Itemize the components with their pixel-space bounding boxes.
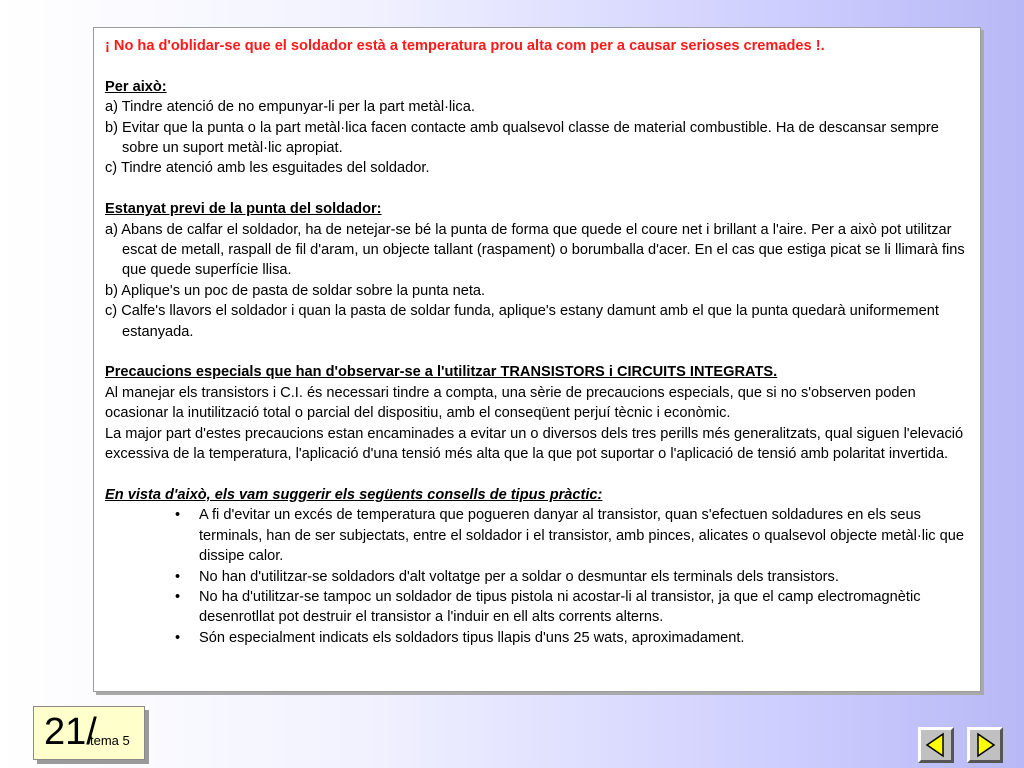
content-panel — [93, 27, 981, 692]
precaucions-heading: Precaucions especials que han d'observar-se a l'utilitzar TRANSISTORS i CIRCUITS INTEGRATS. — [105, 364, 778, 381]
slide-number-box — [33, 706, 145, 760]
list-item: • No ha d'utilitzar-se tampoc un soldador de tipus pistola ni acostar-li al transistor, ja que el camp electromagnètic desenrotllat pot destruir el transistor a l'induir en ell alts corrents alterns. — [175, 588, 921, 626]
list-item: • Són especialment indicats els soldadors tipus llapis d'uns 25 wats, aproximadament. — [105, 628, 975, 648]
slide-topic: tema 5 — [90, 733, 130, 748]
list-item: b) Aplique's un poc de pasta de soldar sobre la punta neta. — [105, 282, 486, 299]
list-item: a) Abans de calfar el soldador, ha de netejar-se bé la punta de forma que quede el coure net i brillant a l'aire. Per a això pot utilitzar escat de metall, raspall de fil d'aram, un objecte tallant (raspament) o borumballa d'acer. En el cas que estiga picat se li llimarà fins que quede superfície llisa. — [105, 221, 965, 279]
estanyat-heading: Estanyat previ de la punta del soldador: — [105, 201, 382, 218]
triangle-right-icon — [970, 730, 1000, 760]
list-item: b) Evitar que la punta o la part metàl·lica facen contacte amb qualsevol classe de material combustible. Ha de descansar sempre sobre un suport metàl·lic apropiat. — [105, 119, 939, 157]
list-item: • A fi d'evitar un excés de temperatura que pogueren danyar al transistor, quan s'efectuen soldadures en els seus terminals, han de ser subjectats, entre el soldador i el transistor, amb pinces, alicates o qualsevol objecte metàl·lic que dissipe calor. — [175, 507, 964, 565]
warning-text: ¡ No ha d'oblidar-se que el soldador està a temperatura prou alta com per a causar serioses cremades !. — [105, 38, 825, 54]
bullet: • — [175, 507, 181, 524]
list-item: a) Tindre atenció de no empunyar-li per la part metàl·lica. — [105, 99, 475, 116]
previous-slide-button[interactable] — [918, 727, 954, 763]
next-slide-button[interactable] — [967, 727, 1003, 763]
precaucions-paragraph-1: Al manejar els transistors i C.I. és necessari tindre a compta, una sèrie de precaucions especials, que si no s'observen poden ocasionar la inutilització total o parcial del dispositiu, amb el conseqüent perjuí tècnic i econòmic. — [105, 384, 916, 422]
precaucions-paragraph-2: La major part d'estes precaucions estan encaminades a evitar un o diversos dels tres perills més generalitzats, qual siguen l'elevació excessiva de la temperatura, l'aplicació d'una tensió més alta que la que pot suportar o l'aplicació de tensió amb polaritat invertida. — [105, 425, 964, 463]
bullet: • — [175, 568, 181, 585]
list-item: • No han d'utilitzar-se soldadors d'alt voltatge per a soldar o desmuntar els terminals dels transistors. — [105, 567, 975, 587]
bullet: • — [175, 629, 181, 646]
list-item: c) Calfe's llavors el soldador i quan la pasta de soldar funda, aplique's estany damunt amb el que la punta quedarà uniformement estanyada. — [105, 303, 939, 340]
per-aixo-heading: Per això: — [105, 78, 167, 95]
list-item: c) Tindre atenció amb les esguitades del soldador. — [105, 160, 430, 177]
triangle-left-icon — [921, 730, 951, 760]
content-text — [105, 36, 975, 648]
slide-number: 21/ — [44, 711, 97, 753]
consells-heading: En vista d'això, els vam suggerir els següents consells de tipus pràctic: — [105, 486, 603, 503]
consells-list — [105, 505, 975, 648]
bullet: • — [175, 588, 181, 605]
